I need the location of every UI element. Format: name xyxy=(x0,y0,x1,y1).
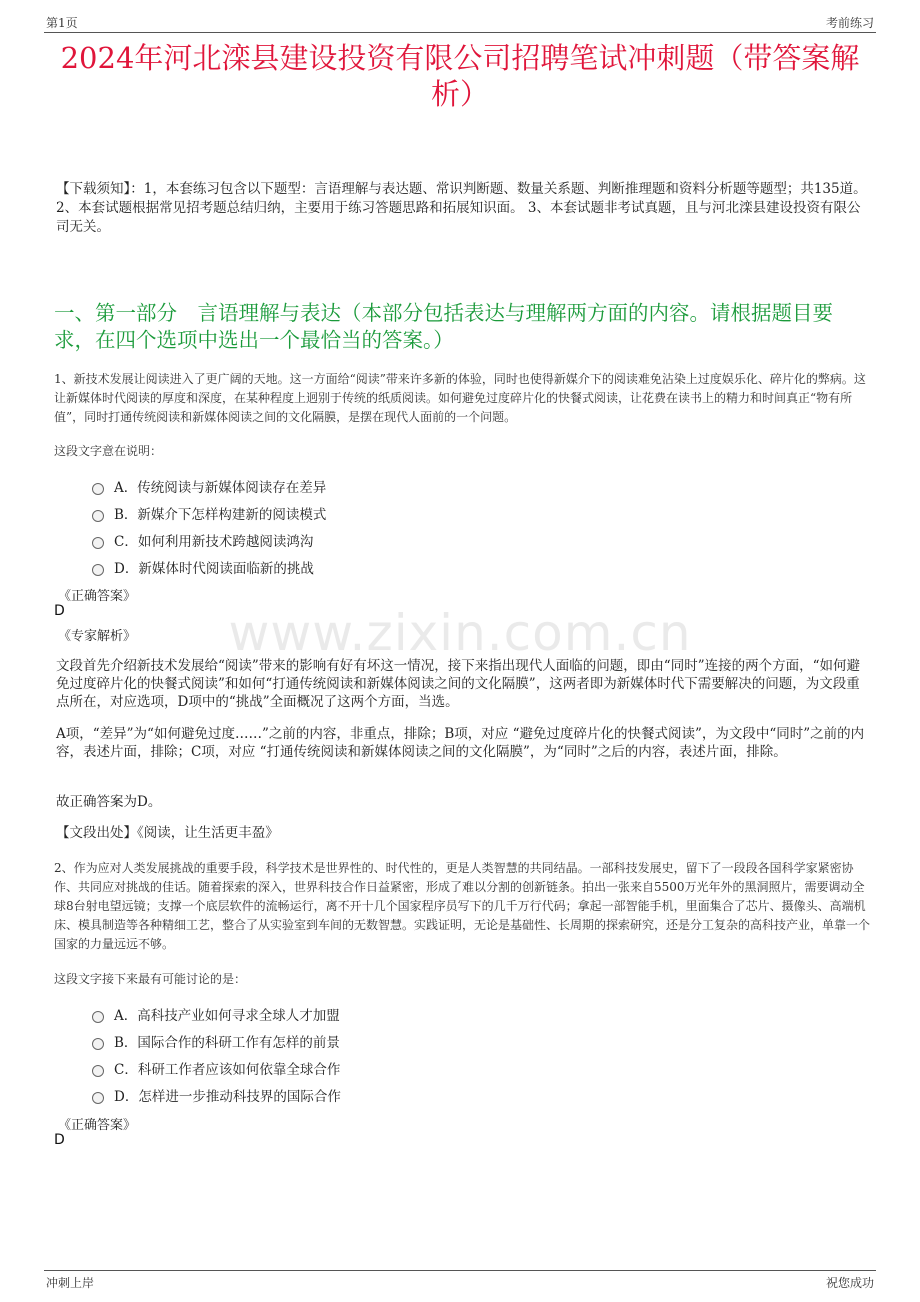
question-1-text: 1、新技术发展让阅读进入了更广阔的天地。这一方面给“阅读”带来许多新的体验，同时也使得新媒介下的阅读难免沾染上过度娱乐化、碎片化的弊病。这让新媒体时代阅读的厚度和深度，在某种程度上迥别于传统的纸质阅读。如何避免过度碎片化的快餐式阅读，让花费在读书上的精力和时间真正“物有所值”，同时打通传统阅读和新媒体阅读之间的文化隔膜，是摆在现代人面前的一个问题。 xyxy=(54,372,866,424)
question-1-prompt: 这段文字意在说明： xyxy=(54,444,163,458)
radio-icon[interactable] xyxy=(92,1092,104,1104)
analysis-paragraph: A项，“差异”为“如何避免过度……”之前的内容，非重点，排除；B项，对应 “避免过度碎片化的快餐式阅读”，为文段中“同时”之前的内容，表述片面，排除；C项，对应 “打通传统阅读和新媒体阅读之间的文化隔膜”，为“同时”之后的内容，表述片面，排除。 xyxy=(56,726,865,760)
option-label: B．新媒介下怎样构建新的阅读模式 xyxy=(114,506,327,523)
header-label: 考前练习 xyxy=(825,16,874,30)
section-heading: 一、第一部分 言语理解与表达（本部分包括表达与理解两方面的内容。请根据题目要求，在四个选项中选出一个最恰当的答案。） xyxy=(54,301,833,352)
radio-icon[interactable] xyxy=(92,483,104,495)
radio-icon[interactable] xyxy=(92,510,104,522)
page-footer xyxy=(44,1270,876,1291)
option-label: B．国际合作的科研工作有怎样的前景 xyxy=(114,1034,340,1051)
option-label: D．新媒体时代阅读面临新的挑战 xyxy=(114,560,314,577)
analysis-label: 《专家解析》 xyxy=(58,629,137,644)
question-2-options xyxy=(92,1000,341,1108)
option-label: C．如何利用新技术跨越阅读鸿沟 xyxy=(114,533,314,550)
watermark: www.zixin.com.cn xyxy=(228,604,692,662)
option-label: A．高科技产业如何寻求全球人才加盟 xyxy=(114,1007,340,1024)
analysis-conclusion: 故正确答案为D。 xyxy=(56,794,162,810)
footer-left: 冲刺上岸 xyxy=(46,1276,95,1290)
page-header xyxy=(44,12,876,33)
radio-icon[interactable] xyxy=(92,1011,104,1023)
option-label: A．传统阅读与新媒体阅读存在差异 xyxy=(114,479,327,496)
page-number: 第1页 xyxy=(46,16,78,30)
answer-label: 《正确答案》 xyxy=(58,589,137,604)
footer-right: 祝您成功 xyxy=(825,1276,874,1290)
option-c[interactable] xyxy=(92,526,326,553)
analysis-paragraph: 文段首先介绍新技术发展给“阅读”带来的影响有好有坏这一情况，接下来指出现代人面临的问题，即由“同时”连接的两个方面，“如何避免过度碎片化的快餐式阅读”和如何“打通传统阅读和新媒体阅读之间的文化隔膜”，这两者即为新媒体时代下需要解决的问题，为文段重点所在，对应选项，D项中的“挑战”全面概况了这两个方面，当选。 xyxy=(56,658,861,710)
answer-label: 《正确答案》 xyxy=(58,1118,137,1133)
option-a[interactable] xyxy=(92,1000,341,1027)
question-1-options xyxy=(92,472,326,580)
question-2-text: 2、作为应对人类发展挑战的重要手段，科学技术是世界性的、时代性的，更是人类智慧的共同结晶。一部科技发展史，留下了一段段各国科学家紧密协作、共同应对挑战的佳话。随着探索的深入，世界科技合作日益紧密，形成了难以分割的创新链条。拍出一张来自5500万光年外的黑洞照片，需要调动全球8台射电望远镜；支撑一个底层软件的流畅运行，离不开十几个国家程序员写下的几千万行代码；拿起一部智能手机，里面集合了芯片、摄像头、高端机床、模具制造等各种精细工艺，整合了从实验室到车间的无数智慧。实践证明，无论是基础性、长周期的探索研究，还是分工复杂的高科技产业，单靠一个国家的力量远远不够。 xyxy=(54,861,871,951)
option-d[interactable] xyxy=(92,1081,341,1108)
question-2-prompt: 这段文字接下来最有可能讨论的是： xyxy=(54,972,247,986)
option-label: D．怎样进一步推动科技界的国际合作 xyxy=(114,1088,341,1105)
radio-icon[interactable] xyxy=(92,537,104,549)
option-b[interactable] xyxy=(92,1027,341,1054)
answer-value: D xyxy=(54,603,65,619)
option-a[interactable] xyxy=(92,472,326,499)
option-d[interactable] xyxy=(92,553,326,580)
answer-value: D xyxy=(54,1132,65,1148)
radio-icon[interactable] xyxy=(92,1038,104,1050)
option-b[interactable] xyxy=(92,499,326,526)
option-label: C．科研工作者应该如何依靠全球合作 xyxy=(114,1061,341,1078)
text-source: 【文段出处】《阅读，让生活更丰盈》 xyxy=(56,825,279,841)
download-notice: 【下载须知】：1，本套练习包含以下题型：言语理解与表达题、常识判断题、数量关系题、判断推理题和资料分析题等题型；共135道。 2、本套试题根据常见招考题总结归纳，主要用于练习答题思路和拓展知识面。 3、本套试题非考试真题，且与河北滦县建设投资有限公司无关。 xyxy=(56,181,867,235)
option-c[interactable] xyxy=(92,1054,341,1081)
radio-icon[interactable] xyxy=(92,1065,104,1077)
document-title: 2024年河北滦县建设投资有限公司招聘笔试冲刺题（带答案解析） xyxy=(60,41,860,111)
radio-icon[interactable] xyxy=(92,564,104,576)
